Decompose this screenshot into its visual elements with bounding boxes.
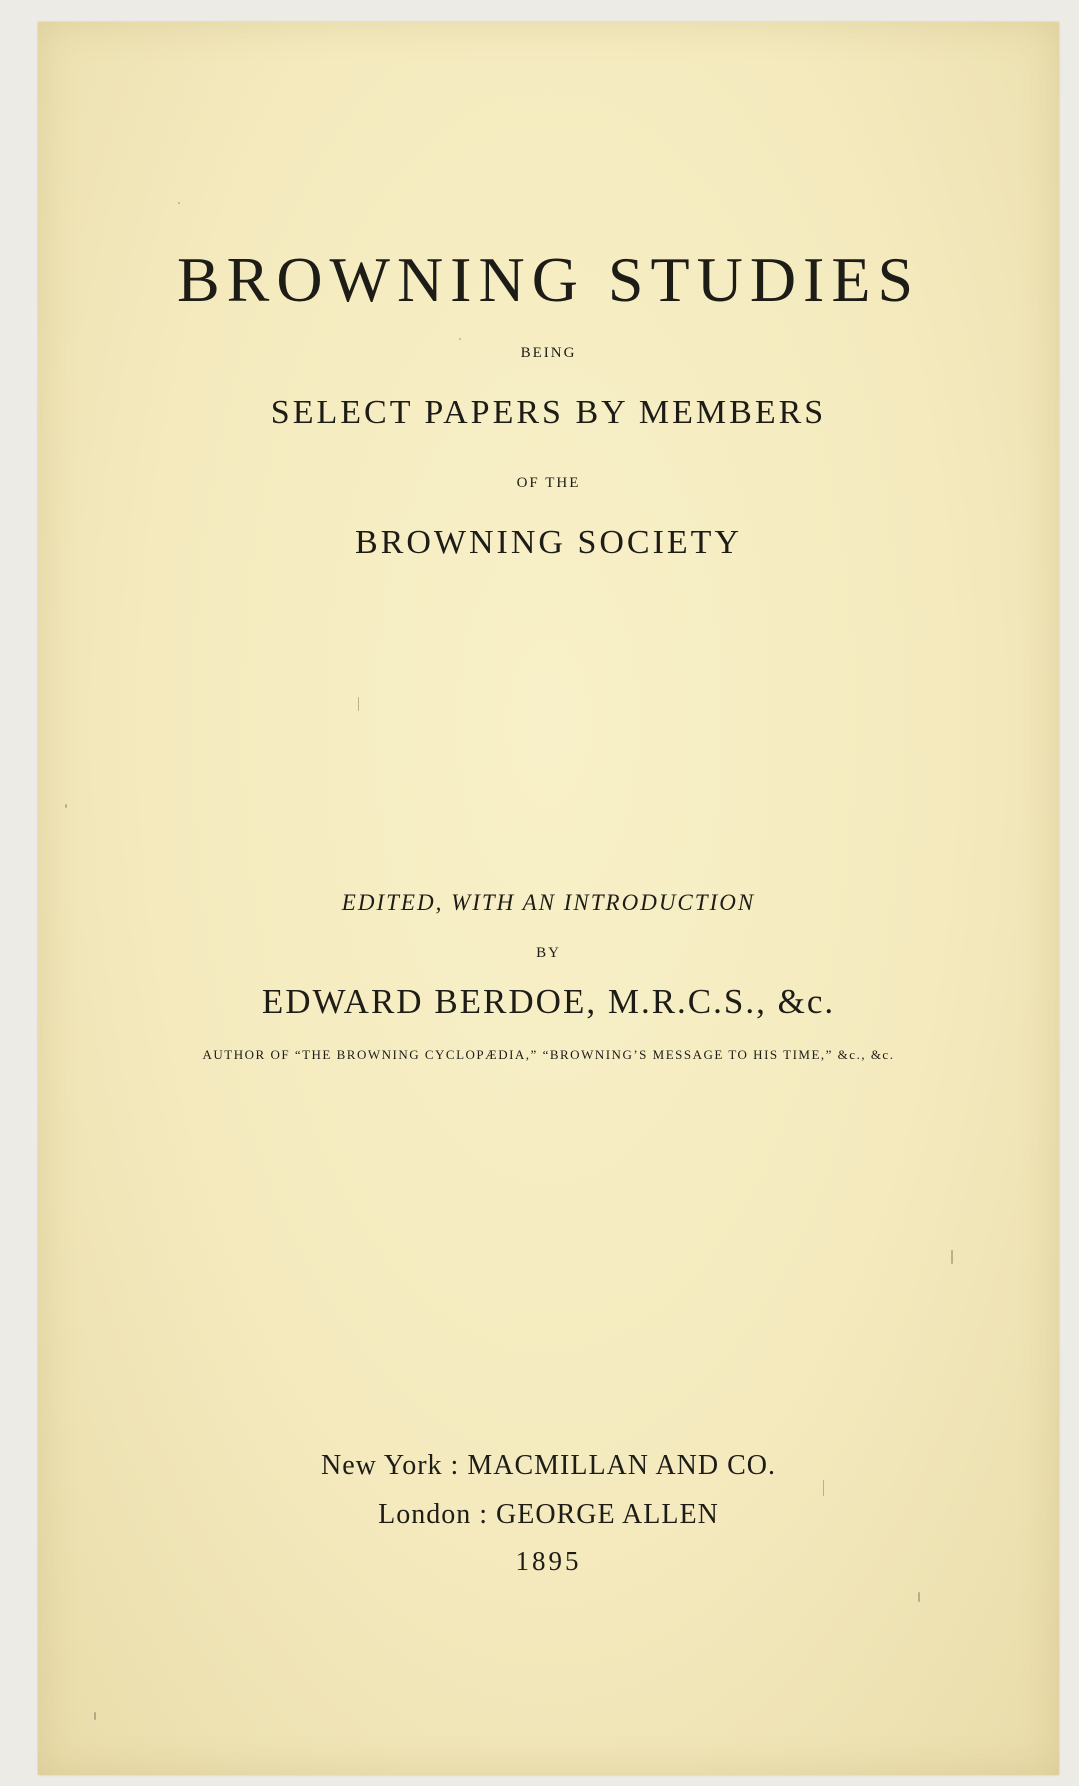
- paper-speck: [823, 1480, 824, 1496]
- subtitle-line-1: SELECT PAPERS BY MEMBERS: [270, 394, 827, 431]
- paper-speck: [951, 1250, 953, 1264]
- paper-speck: [178, 202, 180, 204]
- paper-speck: [65, 804, 67, 808]
- book-title: BROWNING STUDIES: [176, 244, 921, 315]
- by-label: BY: [536, 945, 561, 961]
- editor-name: EDWARD BERDOE, M.R.C.S., &c.: [261, 982, 836, 1021]
- publisher-new-york: New York : MACMILLAN AND CO.: [320, 1450, 777, 1481]
- title-page: [38, 22, 1059, 1775]
- paper-speck: [459, 338, 461, 340]
- publication-year: 1895: [515, 1546, 582, 1576]
- being-label: BEING: [520, 345, 577, 361]
- publisher-london: London : GEORGE ALLEN: [378, 1499, 719, 1530]
- edited-line: EDITED, WITH AN INTRODUCTION: [341, 890, 756, 915]
- paper-speck: [358, 697, 359, 711]
- of-the-label: OF THE: [516, 475, 581, 491]
- paper-speck: [94, 1712, 96, 1720]
- paper-speck: [918, 1592, 920, 1602]
- subtitle-line-2: BROWNING SOCIETY: [354, 524, 743, 561]
- author-note: AUTHOR OF “THE BROWNING CYCLOPÆDIA,” “BROWNING’S MESSAGE TO HIS TIME,” &c., &c.: [202, 1047, 895, 1062]
